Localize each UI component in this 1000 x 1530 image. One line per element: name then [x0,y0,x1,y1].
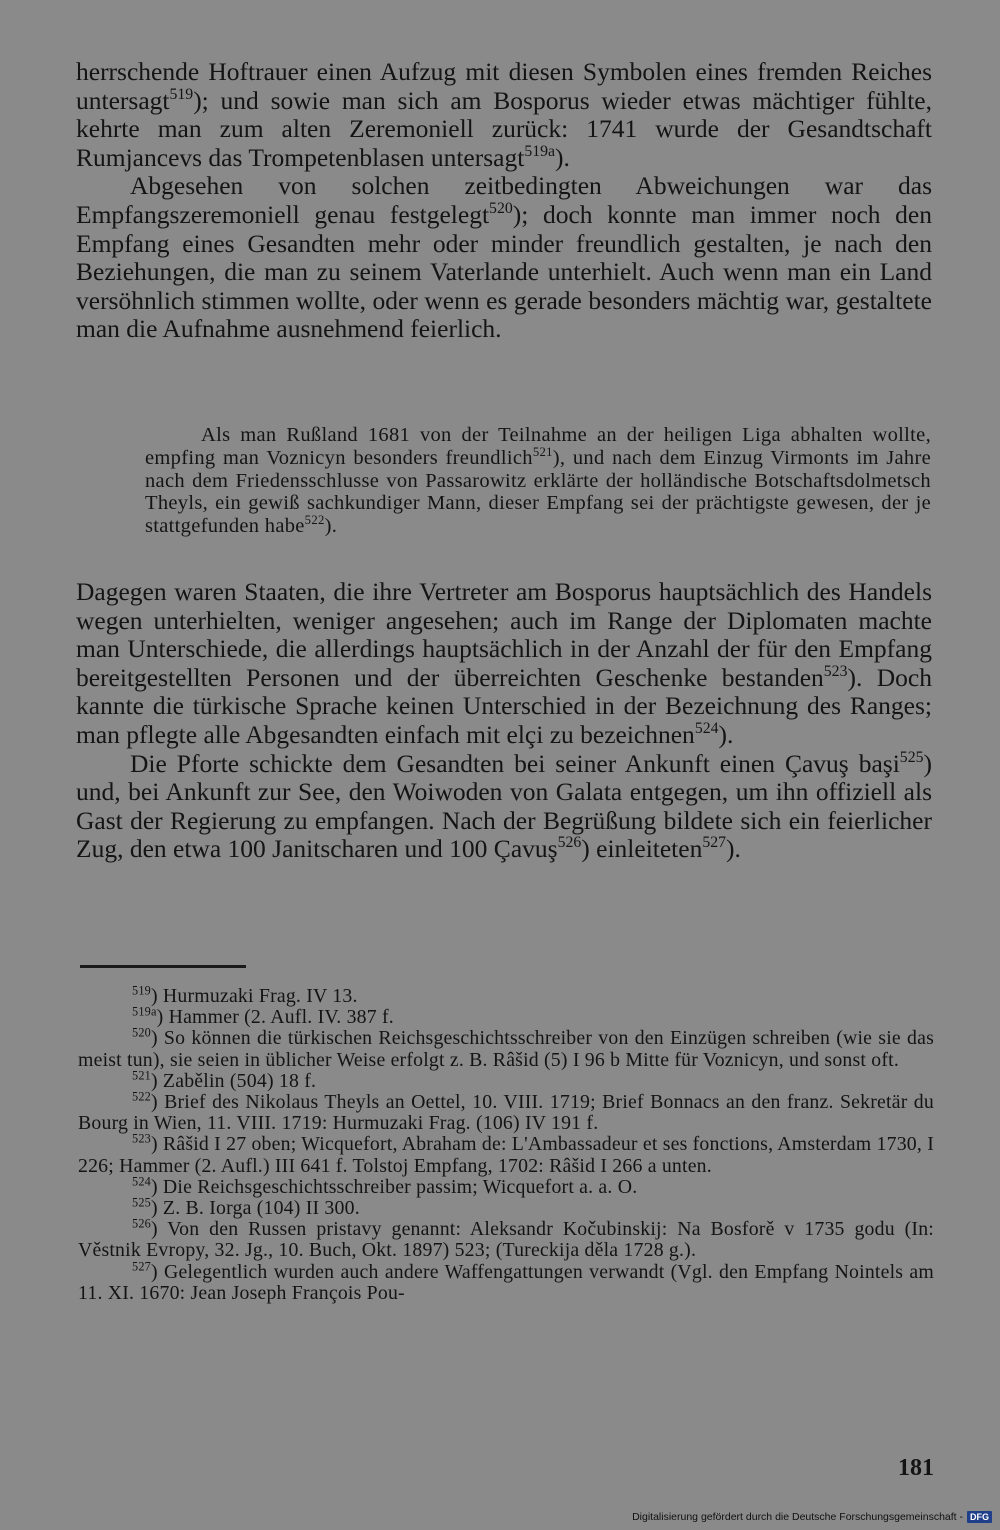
text-run: Dagegen waren Staaten, die ihre Vertreter am Bosporus hauptsächlich des Handels wegen unterhielten, weniger angesehen; auch im Range der Diplomaten machte man Unterschiede, die allerdings hauptsächlich in der Anzahl der für den Empfang bereitgestellten Personen und der überreichten Geschenke bestanden [76,577,932,692]
text-run: Als man Rußland 1681 von der Teilnahme an der heiligen Liga abhalten wollte, empfing man Voznicyn besonders freundlich [145,424,931,469]
paragraph [76,750,932,864]
footnote-ref: 519 [132,983,151,998]
footnote-ref: 527 [132,1259,151,1274]
paragraph [76,172,932,344]
footnote-separator [80,965,246,968]
footnote [78,1259,934,1304]
footnote-ref: 519 [169,85,194,103]
footnote-ref: 520 [132,1025,151,1040]
footnote-ref: 524 [694,720,719,738]
dfg-logo: DFG [967,1511,992,1523]
footnote [78,1068,934,1092]
footnote-ref: 525 [132,1195,151,1210]
footnote [78,1131,934,1177]
footnote-ref: 525 [899,748,924,766]
paragraph [76,578,932,750]
text-run: ); doch konnte man immer noch den Empfang eines Gesandten mehr oder minder freundlich gestalten, je nach den Beziehungen, die man zu seinem Vaterlande unterhielt. Auch wenn man ein Land versöhnlich stimmen wollte, oder wenn es gerade besonders mächtig war, gestaltete man die Aufnahme ausnehmend feierlich. [76,199,932,344]
footnote-ref: 522 [132,1089,151,1104]
footnote [78,1089,934,1135]
footnote-ref: 522 [304,513,325,528]
footnote-ref: 523 [823,662,848,680]
footnote-ref: 523 [132,1131,151,1146]
text-run: ) Z. B. Iorga (104) II 300. [151,1197,360,1220]
text-run: ). Doch kannte die türkische Sprache keinen Unterschied in der Bezeichnung des Ranges; man pflegte alle Abgesandten einfach mit elçi zu bezeichnen [76,662,932,749]
text-run: Die Pforte schickte dem Gesandten bei seiner Ankunft einen Çavuş başi [130,748,900,778]
text-run: ); und sowie man sich am Bosporus wieder etwas mächtiger fühlte, kehrte man zum alten Zeremoniell zurück: 1741 wurde der Gesandtschaft Rumjancevs das Trompetenblasen untersagt [76,85,932,172]
footnote-ref: 521 [132,1068,151,1083]
main-text-top [76,58,932,344]
text-run: ) und, bei Ankunft zur See, den Woiwoden von Galata entgegen, um ihn offiziell als Gast der Regierung zu empfangen. Nach der Begrüßung bildete sich ein feierlicher Zug, den etwa 100 Janitscharen und 100 Çavuş [76,748,932,864]
text-run: ), und nach dem Einzug Virmonts im Jahre nach dem Friedensschlusse von Passarowitz erklärte der holländische Botschaftsdolmetsch Theyls, ein gewiß sachkundiger Mann, dieser Empfang sei der prächtigste gewesen, der je stattgefunden habe [145,446,931,538]
paragraph [76,58,932,172]
footnote-ref: 526 [557,834,582,852]
text-run: herrschende Hoftrauer einen Aufzug mit diesen Symbolen eines fremden Reiches untersagt [76,57,932,115]
text-run: ). [726,834,741,864]
block-quote [145,424,931,538]
text-run: ) Gelegentlich wurden auch andere Waffengattungen verwandt (Vgl. den Empfang Nointels am 11. XI. 1670: Jean Joseph François Pou- [78,1260,934,1304]
text-run: ) So können die türkischen Reichsgeschichtsschreiber von den Einzügen schreiben (wie sie das meist tun), sie seien in üblicher Weise erfolgt z. B. Râšid (5) I 96 b Mitte für Voznicyn, und sonst oft. [78,1027,934,1071]
text-run: ). [718,719,734,749]
text-run: ) Brief des Nikolaus Theyls an Oettel, 10. VIII. 1719; Brief Bonnacs an den franz. Sekretär du Bourg in Wien, 11. VIII. 1719: Hurmuzaki Frag. (106) IV 191 f. [78,1091,934,1135]
text-run: ). [555,142,570,172]
footnote-ref: 519a [132,1004,157,1019]
footnote-ref: 520 [489,200,513,218]
main-text-bottom [76,578,932,864]
digitization-footer [632,1506,992,1528]
text-run: ) Râšid I 27 oben; Wicquefort, Abraham de: L'Ambassadeur et ses fonctions, Amsterdam 1730, I 226; Hammer (2. Aufl.) III 641 f. Tolstoj Empfang, 1702: Râšid I 266 a unten. [78,1133,934,1177]
text-run: ) Zabělin (504) 18 f. [151,1069,317,1092]
text-run: ) Hammer (2. Aufl. IV. 387 f. [156,1006,394,1029]
footnote-ref: 521 [532,444,553,459]
text-run: ) Hurmuzaki Frag. IV 13. [151,985,358,1007]
text-run: ) Die Reichsgeschichtsschreiber passim; Wicquefort a. a. O. [151,1175,638,1198]
footnote [78,1195,934,1220]
footnote-ref: 524 [132,1174,151,1189]
footnote-ref: 526 [132,1216,151,1231]
text-run: ). [324,515,338,538]
footnote-ref: 527 [702,834,727,852]
footer-text: Digitalisierung gefördert durch die Deutsche Forschungsgemeinschaft - [632,1511,963,1523]
text-run: ) Von den Russen pristavy genannt: Aleksandr Kočubinskij: Na Bosforě v 1735 godu (In: Věstnik Evropy, 32. Jg., 10. Buch, Okt. 1897) 523; (Tureckija děla 1728 g.). [78,1218,934,1262]
footnote [78,1216,934,1262]
footnote-ref: 519a [524,142,556,160]
quote-paragraph [145,424,931,538]
text-run: ) einleiteten [581,834,703,864]
text-run: Abgesehen von solchen zeitbedingten Abweichungen war das Empfangszeremoniell genau festgelegt [76,171,932,229]
footnotes [78,983,934,1304]
footnote [78,1004,934,1029]
footnote [78,1025,934,1071]
footnote [78,983,934,1007]
footnote [78,1174,934,1198]
page-number: 181 [898,1455,934,1481]
